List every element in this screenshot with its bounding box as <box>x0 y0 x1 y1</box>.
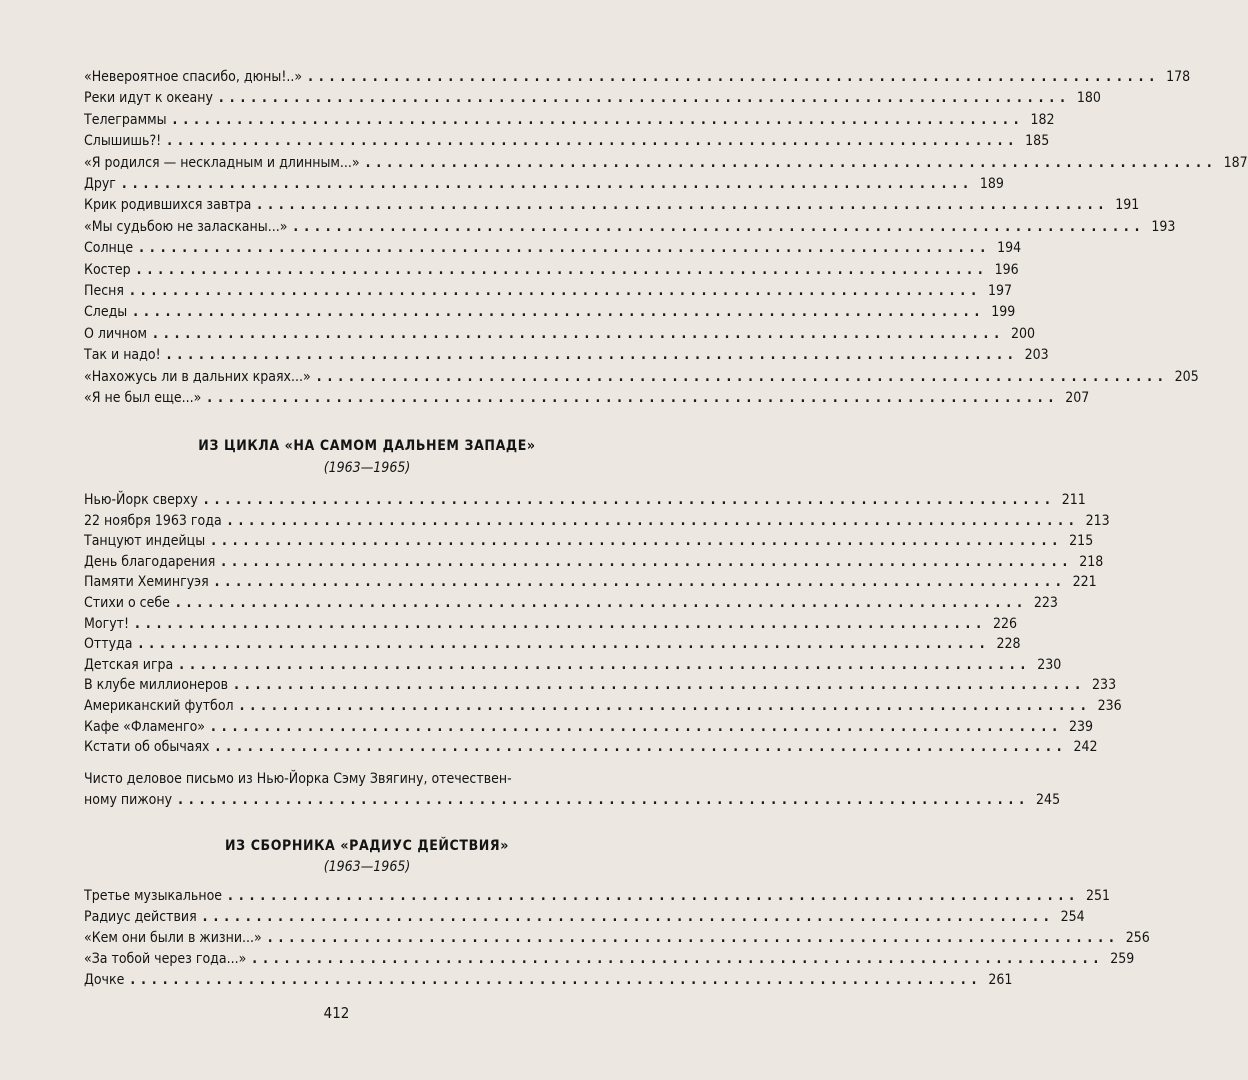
toc-entry-title: Телеграммы <box>84 111 167 128</box>
dot-leader: ............................................................................... <box>221 553 1074 570</box>
toc-entry-title: Кафе «Фламенго» <box>84 718 206 735</box>
toc-entry-title: Кстати об обычаях <box>84 739 210 756</box>
toc-entry-page: 197 <box>987 283 1012 299</box>
dot-leader: ............................................................................... <box>153 325 1006 342</box>
toc-entry <box>84 886 1111 907</box>
dot-leader: ............................................................................... <box>365 154 1218 171</box>
toc-entry <box>84 717 1094 738</box>
toc-entry <box>84 531 1094 552</box>
toc-entry-long <box>84 790 1061 811</box>
toc-entry-title: День благодарения <box>84 553 216 570</box>
section-heading-west: ИЗ ЦИКЛА «НА САМОМ ДАЛЬНЕМ ЗАПАДЕ» <box>198 438 536 454</box>
dot-leader: ............................................................................... <box>130 972 983 988</box>
toc-entry <box>84 511 1110 532</box>
toc-entry <box>84 907 1085 928</box>
dot-leader: ............................................................................... <box>227 512 1080 529</box>
dot-leader: ............................................................................... <box>234 677 1087 694</box>
toc-entry-title: ному пижону <box>84 792 173 808</box>
toc-entry <box>84 928 1150 949</box>
toc-entry-page: 187 <box>1223 154 1248 171</box>
dot-leader: ............................................................................... <box>308 69 1161 85</box>
dot-leader: ............................................................................... <box>257 197 1110 214</box>
toc-entry <box>84 737 1098 758</box>
toc-entry-title: «Я не был еще...» <box>84 390 202 406</box>
toc-entry <box>84 131 1050 152</box>
toc-entry <box>84 634 1021 655</box>
toc-entry <box>84 593 1058 614</box>
dot-leader: ............................................................................... <box>228 888 1081 904</box>
toc-entry-page: 221 <box>1072 574 1097 591</box>
dot-leader: ............................................................................... <box>167 133 1020 150</box>
toc-entry <box>84 552 1104 573</box>
toc-entry-page: 261 <box>988 972 1013 988</box>
toc-entry-page: 182 <box>1030 111 1055 128</box>
toc-entry-page: 245 <box>1036 792 1061 808</box>
toc-entry <box>84 281 1012 302</box>
dot-leader: ............................................................................... <box>267 930 1120 946</box>
toc-entry <box>84 388 1090 409</box>
toc-entry-page: 196 <box>994 261 1019 278</box>
toc-entry <box>84 88 1101 109</box>
toc-entry-page: 180 <box>1076 90 1101 107</box>
toc-entry <box>84 490 1086 511</box>
toc-entry <box>84 696 1122 717</box>
toc-entry <box>84 572 1097 593</box>
toc-entry-title: Памяти Хемингуэя <box>84 574 209 591</box>
section-heading-radius: ИЗ СБОРНИКА «РАДИУС ДЕЙСТВИЯ» <box>225 838 509 854</box>
toc-entry-title: Американский футбол <box>84 698 234 714</box>
toc-entry-page: 254 <box>1060 909 1085 925</box>
dot-leader: ............................................................................... <box>172 111 1025 128</box>
dot-leader: ............................................................................... <box>252 951 1105 967</box>
toc-entry-page: 226 <box>993 615 1018 632</box>
toc-entry-page: 193 <box>1151 218 1176 235</box>
toc-entry-page: 194 <box>997 240 1022 257</box>
dot-leader: ............................................................................... <box>215 739 1068 756</box>
toc-entry-title: Радиус действия <box>84 909 197 925</box>
toc-entry <box>84 110 1055 131</box>
toc-entry-page: 213 <box>1085 512 1110 529</box>
toc-entry-page: 251 <box>1086 888 1111 904</box>
toc-entry-title: Следы <box>84 304 128 321</box>
toc-entry <box>84 675 1117 696</box>
dot-leader: ............................................................................... <box>179 656 1032 673</box>
toc-entry-page: 200 <box>1011 325 1036 342</box>
toc-entry <box>84 655 1062 676</box>
toc-entry-page: 218 <box>1079 553 1104 570</box>
dot-leader: ............................................................................... <box>316 368 1169 385</box>
toc-entry-title: Слышишь?! <box>84 133 162 150</box>
dot-leader: ............................................................................... <box>133 304 986 321</box>
toc-entry-title: Танцуют индейцы <box>84 533 206 550</box>
dot-leader: ............................................................................... <box>175 595 1028 611</box>
toc-entry-title: Детская игра <box>84 656 174 673</box>
toc-entry-page: 230 <box>1037 656 1062 673</box>
dot-leader: ............................................................................... <box>135 615 988 632</box>
toc-entry-page: 215 <box>1069 533 1094 550</box>
dot-leader: ............................................................................... <box>136 261 989 278</box>
dot-leader: ............................................................................... <box>203 492 1056 508</box>
dot-leader: ............................................................................... <box>129 283 982 299</box>
toc-entry-page: 256 <box>1125 930 1150 946</box>
toc-entry-page: 242 <box>1073 739 1098 756</box>
toc-entry-page: 178 <box>1166 69 1191 85</box>
toc-entry <box>84 238 1022 259</box>
toc-entry-page: 239 <box>1069 718 1094 735</box>
toc-entry-title: Оттуда <box>84 636 133 653</box>
toc-entry-page: 185 <box>1025 133 1050 150</box>
toc-entry-page: 228 <box>996 636 1021 653</box>
toc-entry-title: Костер <box>84 261 131 278</box>
toc-entry-page: 199 <box>991 304 1016 321</box>
dot-leader: ............................................................................... <box>202 909 1055 925</box>
dot-leader: ............................................................................... <box>138 636 991 653</box>
toc-entry <box>84 195 1140 216</box>
toc-entry <box>84 174 1004 195</box>
toc-entry <box>84 949 1135 970</box>
toc-entry <box>84 970 1013 991</box>
toc-entry-title: Могут! <box>84 615 130 632</box>
toc-entry <box>84 153 1248 174</box>
toc-entry-title: Стихи о себе <box>84 595 170 611</box>
dot-leader: ............................................................................... <box>139 240 992 257</box>
long-entry-line1: Чисто деловое письмо из Нью-Йорка Сэму Звягину, отечествен- <box>84 771 512 787</box>
toc-entry-page: 189 <box>979 176 1004 192</box>
toc-entry <box>84 614 1018 635</box>
toc-entry-title: Реки идут к океану <box>84 90 213 107</box>
toc-entry-title: «Я родился — нескладным и длинным...» <box>84 154 360 171</box>
toc-entry-title: Третье музыкальное <box>84 888 223 904</box>
toc-entry-title: «Нахожусь ли в дальних краях...» <box>84 368 311 385</box>
toc-entry-page: 223 <box>1033 595 1058 611</box>
toc-entry-title: Друг <box>84 176 116 192</box>
toc-entry <box>84 367 1199 388</box>
section-years-radius: (1963—1965) <box>323 859 411 875</box>
toc-entry-title: О личном <box>84 325 148 342</box>
toc-entry-page: 203 <box>1024 347 1049 364</box>
dot-leader: ............................................................................... <box>293 218 1146 235</box>
toc-entry-page: 236 <box>1097 698 1122 714</box>
toc-entry-title: Песня <box>84 283 124 299</box>
toc-entry-page: 205 <box>1174 368 1199 385</box>
dot-leader: ............................................................................... <box>211 533 1064 550</box>
toc-entry-title: «За тобой через года...» <box>84 951 247 967</box>
toc-entry-page: 191 <box>1115 197 1140 214</box>
dot-leader: ............................................................................... <box>239 698 1092 714</box>
toc-entry <box>84 67 1191 88</box>
toc-entry-title: 22 ноября 1963 года <box>84 512 222 529</box>
page-number: 412 <box>323 1004 350 1022</box>
dot-leader: ............................................................................... <box>121 176 974 192</box>
dot-leader: ............................................................................... <box>211 718 1064 735</box>
toc-entry-title: «Невероятное спасибо, дюны!..» <box>84 69 303 85</box>
toc-entry <box>84 345 1049 366</box>
toc-entry-title: Крик родившихся завтра <box>84 197 252 214</box>
toc-entry-title: Так и надо! <box>84 347 161 364</box>
toc-entry <box>84 302 1016 323</box>
dot-leader: ............................................................................... <box>178 792 1031 808</box>
toc-entry-title: Дочке <box>84 972 125 988</box>
toc-entry-page: 259 <box>1110 951 1135 967</box>
section-years-west: (1963—1965) <box>323 460 411 476</box>
toc-entry-title: Нью-Йорк сверху <box>84 492 198 508</box>
toc-entry-title: «Кем они были в жизни...» <box>84 930 262 946</box>
toc-entry-page: 207 <box>1065 390 1090 406</box>
dot-leader: ............................................................................... <box>207 390 1060 406</box>
toc-entry-title: В клубе миллионеров <box>84 677 229 694</box>
toc-entry <box>84 217 1176 238</box>
dot-leader: ............................................................................... <box>218 90 1071 107</box>
toc-entry <box>84 260 1019 281</box>
toc-entry-page: 233 <box>1092 677 1117 694</box>
dot-leader: ............................................................................... <box>166 347 1019 364</box>
dot-leader: ............................................................................... <box>214 574 1067 591</box>
toc-entry <box>84 324 1036 345</box>
toc-entry-page: 211 <box>1061 492 1086 508</box>
toc-entry-title: Солнце <box>84 240 134 257</box>
toc-entry-title: «Мы судьбою не заласканы...» <box>84 218 288 235</box>
